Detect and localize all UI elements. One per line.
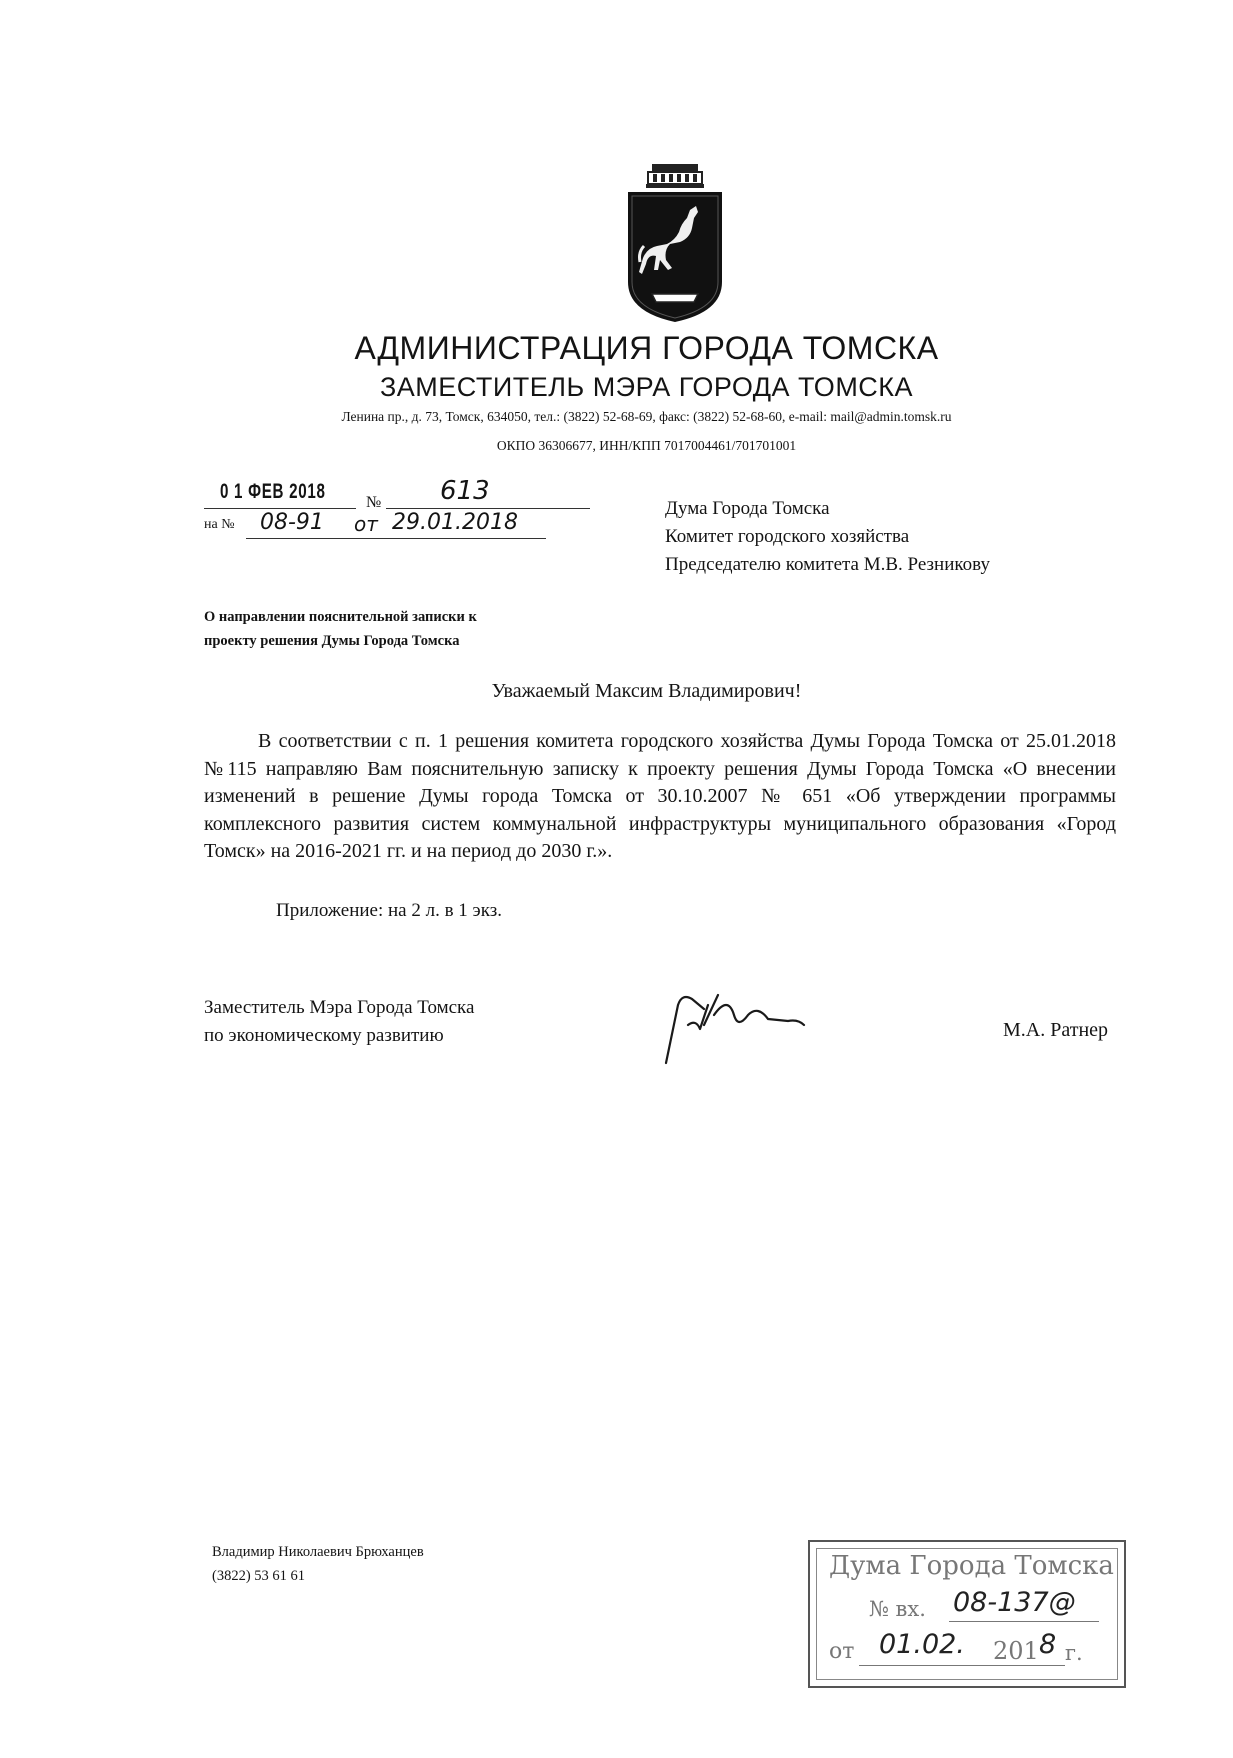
reference-ot: от	[354, 512, 378, 536]
org-address: Ленина пр., д. 73, Томск, 634050, тел.: (3822) 52-68-69, факс: (3822) 52-68-60, e-mail: mail@admin.tomsk.ru	[341, 409, 952, 424]
subject-line-2: проекту решения Думы Города Томска	[204, 633, 460, 649]
attachment-note: Приложение: на 2 л. в 1 экз.	[276, 900, 502, 921]
date-underline	[204, 508, 356, 509]
stamp-date-underline	[859, 1665, 1065, 1666]
stamp-date-label: от	[829, 1639, 855, 1664]
addressee-line-2: Комитет городского хозяйства	[665, 526, 910, 547]
number-underline	[386, 508, 590, 509]
executor-phone: (3822) 53 61 61	[212, 1568, 306, 1584]
executor-name: Владимир Николаевич Брюханцев	[212, 1544, 424, 1560]
reference-label: на №	[204, 517, 235, 532]
stamp-year-prefix: 201	[993, 1637, 1039, 1665]
reference-date: 29.01.2018	[392, 510, 518, 535]
letter-body: В соответствии с п. 1 решения комитета городского хозяйства Думы Города Томска от 25.01.2018 №115 направляю Вам пояснительную записку к проекту решения Думы Города Томска «О внесении изменений в решение Думы города Томска от 30.10.2007 № 651 «Об утверждении программы комплексного развития систем коммунальной инфраструктуры муниципального образования «Город Томск» на 2016-2021 гг. и на период до 2030 г.».	[204, 730, 1116, 862]
stamp-date-value: 01.02.	[879, 1629, 965, 1660]
org-requisites: ОКПО 36306677, ИНН/КПП 7017004461/701701001	[496, 438, 797, 453]
addressee-line-1: Дума Города Томска	[665, 498, 830, 519]
registration-number: 613	[440, 476, 490, 506]
executor-info	[212, 1540, 424, 1588]
number-sign: №	[366, 494, 382, 511]
stamp-year-suffix: г.	[1065, 1641, 1083, 1665]
addressee-line-3: Председателю комитета М.В. Резникову	[665, 554, 990, 575]
signatory-title-line-2: по экономическому развитию	[204, 1025, 444, 1046]
reference-number: 08-91	[260, 510, 324, 535]
coat-of-arms-icon	[620, 162, 730, 327]
subject-line-1: О направлении пояснительной записки к	[204, 609, 477, 625]
stamp-title: Дума Города Томска	[829, 1551, 1114, 1581]
reference-underline	[246, 538, 546, 539]
stamp-number-label: № вх.	[869, 1597, 926, 1621]
incoming-registration-stamp	[808, 1540, 1126, 1688]
signatory-title-line-1: Заместитель Мэра Города Томска	[204, 997, 475, 1018]
stamp-number-value: 08-137@	[953, 1587, 1076, 1618]
letter-subject	[204, 605, 477, 653]
signatory-name: М.А. Ратнер	[1003, 1019, 1109, 1041]
stamp-number-underline	[949, 1621, 1099, 1622]
org-name: АДМИНИСТРАЦИЯ ГОРОДА ТОМСКА	[354, 330, 939, 366]
stamp-year-digit: 8	[1039, 1629, 1057, 1660]
registration-date-stamp: 0 1 ФЕВ 2018	[220, 480, 326, 503]
signatory-title	[204, 994, 474, 1050]
org-subtitle: ЗАМЕСТИТЕЛЬ МЭРА ГОРОДА ТОМСКА	[379, 372, 914, 402]
greeting: Уважаемый Максим Владимирович!	[491, 680, 802, 702]
handwritten-signature-icon	[648, 985, 828, 1065]
